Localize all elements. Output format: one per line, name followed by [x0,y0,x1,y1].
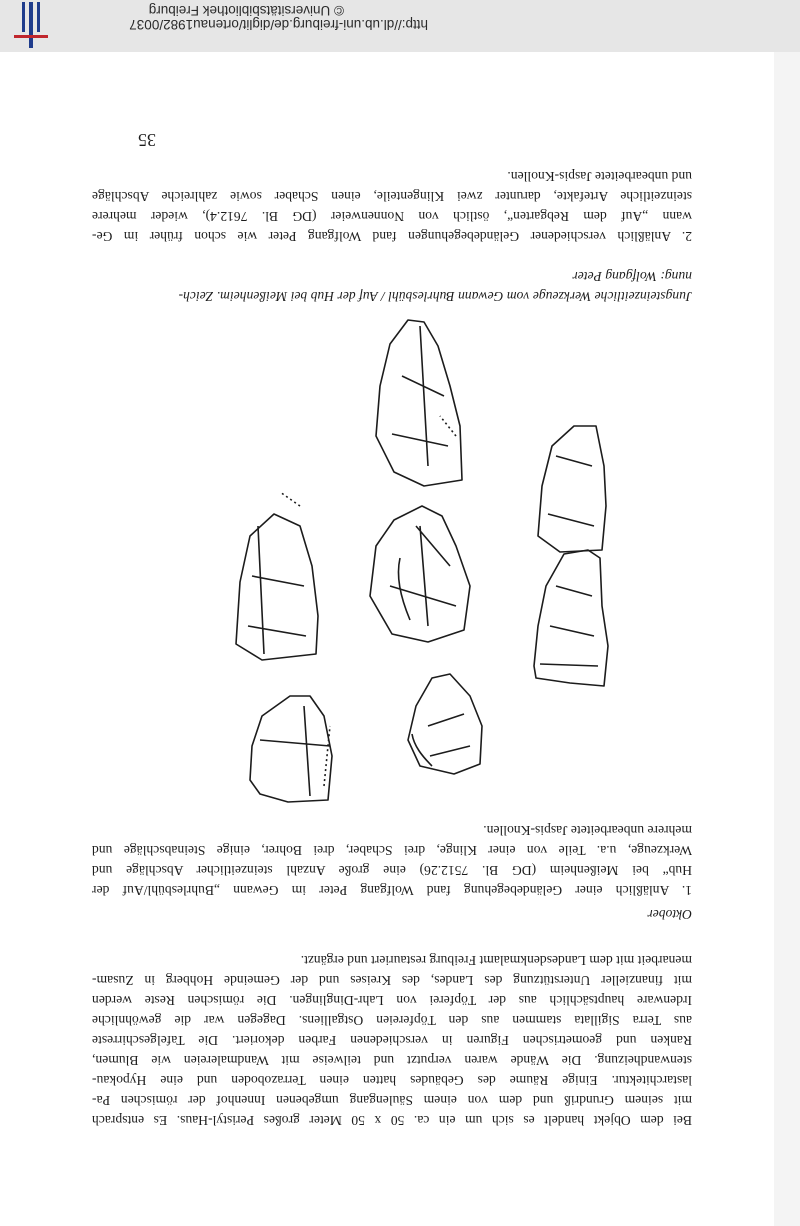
text-line: lastarchitektur. Einige Räume des Gebäudes hatten einen Terrazoboden und eine Hypokau- [92,1073,692,1088]
stone-tool-drawing [376,320,462,486]
item-2-paragraph [92,166,692,246]
stone-tool-drawing [370,506,470,642]
text-line: Ranken und geometrischen Figuren in verschiedenen Farben dekoriert. Die Tafelgeschirreste [92,1033,692,1048]
footer-copyright: © Universitätsbibliothek Freiburg [148,3,344,18]
text-line: 2. Anläßlich verschiedener Geländebegehungen fand Wolfgang Peter wie schon früher im Ge- [92,229,692,244]
text-line: aus Terra Sigillata stammen aus den Töpfereien Ostgalliens. Dagegen war die gewöhnliche [92,1013,692,1028]
text-line: mit finanzieller Unterstützung des Landes, des Kreises und der Gemeinde Hohberg in Zusam- [92,973,692,988]
text-line: menarbeit mit dem Landesdenkmalamt Freiburg restauriert und ergänzt. [300,953,692,968]
text-line: Bei dem Objekt handelt es sich um ein ca. 50 x 50 Meter großes Peristyl-Haus. Es entsprach [92,1113,692,1128]
stone-tool-drawing [408,674,482,774]
caption-line: Jungsteinzeitliche Werkzeuge vom Gewann Buhrlesbühl / Auf der Hub bei Meißenheim. Zeich- [178,289,692,304]
figure-caption [92,266,692,306]
stone-tool-drawing [250,696,332,802]
text-line: mehrere unbearbeitete Jaspis-Knollen. [483,823,692,838]
text-line: 1. Anläßlich einer Geländebegehung fand Wolfgang Peter im Gewann „Buhrlesbühl/Auf der [92,883,692,898]
text-line: wann „Auf dem Rebgarten“, östlich von Nonnenweier (DG Bl. 7612.4), wieder mehrere [92,209,692,224]
caption-line: nung: Wolfgang Peter [572,269,692,284]
page-number: 35 [138,130,156,150]
text-line: Hub“ bei Meißenheim (DG Bl. 7512.26) eine große Anzahl steinzeitlicher Abschläge und [92,863,692,878]
stone-tool-drawing [538,426,606,552]
text-line: und unbearbeitete Jaspis-Knollen. [507,169,692,184]
university-library-logo-icon [8,0,52,50]
text-line: Irdenware hauptsächlich aus der Töpferei von Lahr-Dinglingen. Die römischen Reste werden [92,993,692,1008]
text-line: stenwandheizung. Die Wände waren verputzt und teilweise mit Wandmalereien wie Blumen, [92,1053,692,1068]
stone-tool-drawing [534,550,608,686]
section-heading-oktober: Oktober [647,907,692,922]
text-line: Werkzeuge, u.a. Teile von einer Klinge, drei Schaber, drei Bohrer, einige Steinabschläge und [92,843,692,858]
footer-url-link[interactable]: http://dl.ub.uni-freiburg.de/diglit/ortenau1982/0037 [129,17,428,32]
text-line: steinzeitliche Artefakte, darunter zwei Klingenteile, einen Schaber sowie zahlreiche Abschläge [92,189,692,204]
stone-tool-drawing [236,492,318,660]
text-line: mit seinem Grundriß und dem von einem Säulengang umgebenen Innenhof der römischen Pa- [92,1093,692,1108]
